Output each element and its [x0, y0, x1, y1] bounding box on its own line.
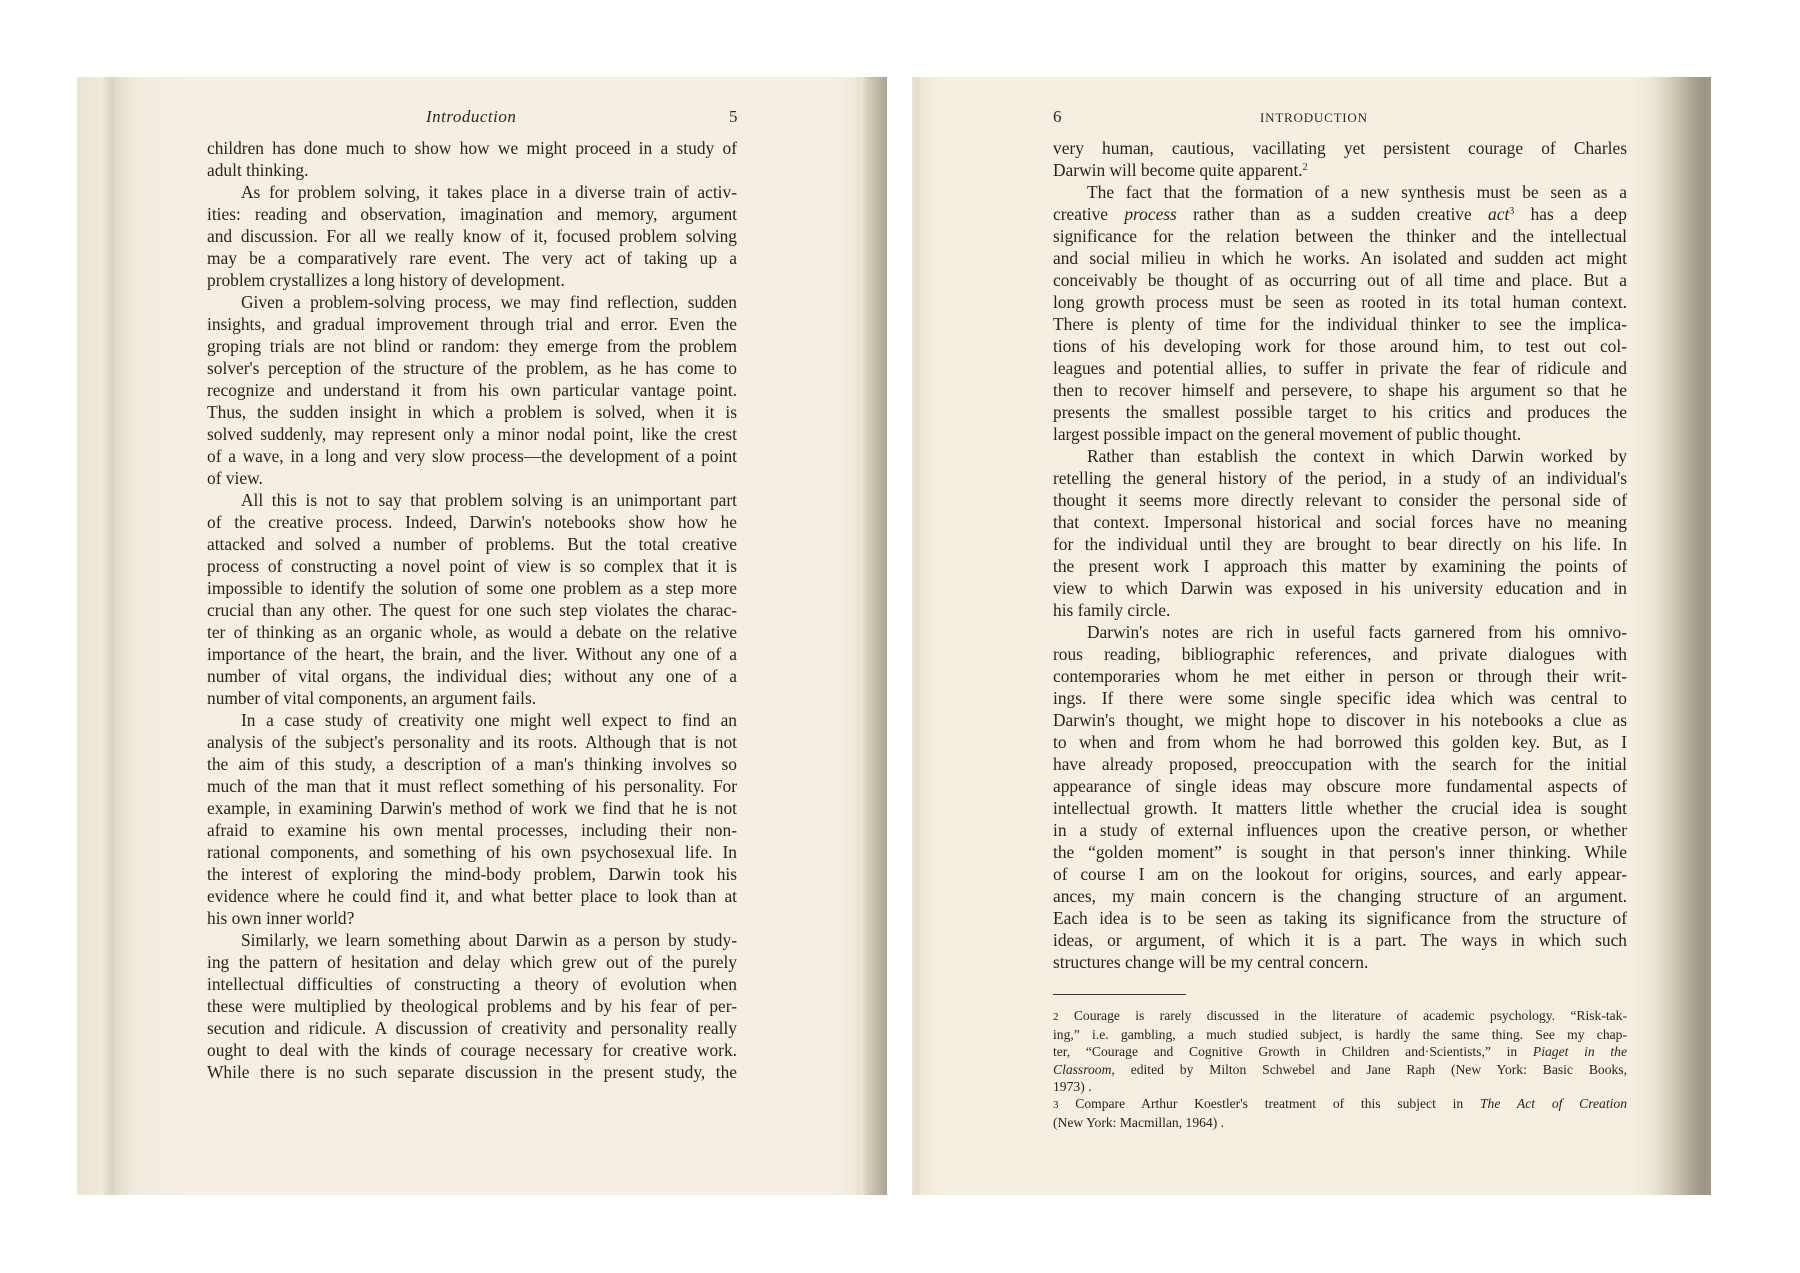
text-segment: Darwin will become quite apparent.: [1053, 160, 1303, 180]
footnotes: [1053, 1007, 1627, 1131]
text-line: have already proposed, preoccupation with the search for the initial: [1053, 754, 1627, 774]
text-line: importance of the heart, the brain, and the liver. Without any one of a: [207, 644, 737, 664]
footnote-2-line: [1053, 1043, 1627, 1060]
text-line: leagues and potential allies, to suffer in private the fear of ridicule and: [1053, 358, 1627, 378]
text-line: tions of his developing work for those around him, to test out col-: [1053, 336, 1627, 356]
text-line: evidence where he could find it, and what better place to look than at: [207, 886, 737, 906]
text-line: of view.: [207, 468, 263, 488]
book-title: Piaget in the: [1532, 1044, 1627, 1060]
text-line: attacked and solved a number of problems. But the total creative: [207, 534, 737, 554]
text-line: All this is not to say that problem solving is an unimportant part: [241, 490, 737, 510]
text-line: rous reading, bibliographic references, and private dialogues with: [1053, 644, 1627, 664]
text-line: long growth process must be seen as rooted in its total human context.: [1053, 292, 1627, 312]
text-segment: has a deep: [1530, 204, 1627, 224]
left-page: [77, 77, 887, 1195]
text-line: in a study of external influences upon the creative person, or whether: [1053, 820, 1627, 840]
text-line: ities: reading and observation, imagination and memory, argument: [207, 204, 737, 224]
text-line: presents the smallest possible target to his critics and produces the: [1053, 402, 1627, 422]
text-line: very human, cautious, vacillating yet persistent courage of Charles: [1053, 138, 1627, 158]
text-line: intellectual growth. It matters little whether the crucial idea is sought: [1053, 798, 1627, 818]
text-line: for the individual until they are brought to bear directly on his life. In: [1053, 534, 1627, 554]
book-title: The Act of Creation: [1480, 1096, 1627, 1112]
footnote-2-line: ing,” i.e. gambling, a much studied subject, is hardly the same thing. See my chap-: [1053, 1027, 1627, 1043]
emphasis-act: act: [1488, 204, 1510, 224]
text-line: that context. Impersonal historical and social forces have no meaning: [1053, 512, 1627, 532]
text-line: The fact that the formation of a new synthesis must be seen as a: [1087, 182, 1627, 202]
text-line: ings. If there were some single specific idea which was central to: [1053, 688, 1627, 708]
text-line: the present work I approach this matter by examining the points of: [1053, 556, 1627, 576]
text-segment: edited by Milton Schwebel and Jane Raph (New York: Basic Books,: [1130, 1061, 1627, 1077]
text-line: problem crystallizes a long history of development.: [207, 270, 565, 290]
text-line: view to which Darwin was exposed in his university education and in: [1053, 578, 1627, 598]
text-line: conceivably be thought of as occurring out of all time and place. But a: [1053, 270, 1627, 290]
text-line: solver's perception of the structure of the problem, as he has come to: [207, 358, 737, 378]
text-line: adult thinking.: [207, 160, 309, 180]
text-line: In a case study of creativity one might well expect to find an: [241, 710, 737, 730]
footnote-2-line: [1053, 1007, 1627, 1026]
text-line: largest possible impact on the general movement of public thought.: [1053, 424, 1522, 444]
text-segment: creative: [1053, 204, 1109, 224]
footnote-ref-3[interactable]: 3: [1509, 206, 1515, 217]
text-line: rational components, and something of his own psychosexual life. In: [207, 842, 737, 862]
right-page-body: [1053, 137, 1627, 973]
text-line: There is plenty of time for the individual thinker to see the implica-: [1053, 314, 1627, 334]
running-head-right: INTRODUCTION: [1260, 110, 1368, 125]
page-number-left: 5: [729, 107, 738, 126]
text-line: solved suddenly, may represent only a minor nodal point, like the crest: [207, 424, 737, 444]
text-line: significance for the relation between the thinker and the intellectual: [1053, 226, 1627, 246]
text-line: secution and ridicule. A discussion of creativity and personality really: [207, 1018, 737, 1038]
text-line: ing the pattern of hesitation and delay which grew out of the purely: [207, 952, 737, 972]
text-line: the interest of exploring the mind-body problem, Darwin took his: [207, 864, 737, 884]
text-line: of the creative process. Indeed, Darwin's notebooks show how he: [207, 512, 737, 532]
text-line: the “golden moment” is sought in that person's inner thinking. While: [1053, 842, 1627, 862]
text-line: [1053, 159, 1627, 181]
text-line: impossible to identify the solution of some one problem as a step more: [207, 578, 737, 598]
text-line: Darwin's notes are rich in useful facts garnered from his omnivo-: [1087, 622, 1627, 642]
text-line: structures change will be my central concern.: [1053, 952, 1369, 972]
right-page: [912, 77, 1711, 1195]
text-line: example, in examining Darwin's method of work we find that he is not: [207, 798, 737, 818]
text-line: his own inner world?: [207, 908, 355, 928]
text-line: of a wave, in a long and very slow process—the development of a point: [207, 446, 737, 466]
footnote-2-line: 1973) .: [1053, 1078, 1092, 1094]
text-line: Given a problem-solving process, we may find reflection, sudden: [241, 292, 737, 312]
text-line: analysis of the subject's personality and its roots. Although that is not: [207, 732, 737, 752]
text-line: retelling the general history of the period, in a study of an individual's: [1053, 468, 1627, 488]
text-line: and social milieu in which he works. An isolated and sudden act might: [1053, 248, 1627, 268]
text-line: and discussion. For all we really know of it, focused problem solving: [207, 226, 737, 246]
book-title: Classroom,: [1053, 1061, 1115, 1077]
text-line: ideas, or argument, of which it is a part. The ways in which such: [1053, 930, 1627, 950]
emphasis-process: process: [1124, 204, 1177, 224]
text-segment: Compare Arthur Koestler's treatment of this subject in: [1075, 1096, 1464, 1112]
text-line: process of constructing a novel point of view is so complex that it is: [207, 556, 737, 576]
footnote-3-mark: 3: [1053, 1099, 1059, 1112]
footnote-2-mark: 2: [1053, 1011, 1059, 1023]
text-line: of course I am on the lookout for origins, sources, and early appear-: [1053, 864, 1627, 884]
text-line: then to recover himself and persevere, to shape his argument so that he: [1053, 380, 1627, 400]
footnote-3-line: (New York: Macmillan, 1964) .: [1053, 1115, 1225, 1131]
text-line: [1053, 203, 1627, 225]
text-line: Similarly, we learn something about Darwin as a person by study-: [241, 930, 737, 950]
footnote-ref-2[interactable]: 2: [1302, 162, 1308, 173]
text-line: appearance of single ideas may obscure more fundamental aspects of: [1053, 776, 1627, 796]
text-line: afraid to examine his own mental processes, including their non-: [207, 820, 737, 840]
text-line: much of the man that it must reflect something of his personality. For: [207, 776, 737, 796]
text-line: insights, and gradual improvement through trial and error. Even the: [207, 314, 737, 334]
running-head-left: Introduction: [426, 107, 517, 126]
text-line: recognize and understand it from his own particular vantage point.: [207, 380, 737, 400]
text-line: Rather than establish the context in which Darwin worked by: [1087, 446, 1627, 466]
footnote-3-line: [1053, 1095, 1627, 1114]
text-line: ought to deal with the kinds of courage necessary for creative work.: [207, 1040, 737, 1060]
text-line: Thus, the sudden insight in which a problem is solved, when it is: [207, 402, 737, 422]
text-segment: rather than as a sudden creative: [1193, 204, 1472, 224]
text-line: the aim of this study, a description of a man's thinking involves so: [207, 754, 737, 774]
text-line: may be a comparatively rare event. The very act of taking up a: [207, 248, 737, 268]
text-line: groping trials are not blind or random: they emerge from the problem: [207, 336, 737, 356]
text-line: While there is no such separate discussion in the present study, the: [207, 1062, 737, 1082]
text-line: crucial than any other. The quest for one such step violates the charac-: [207, 600, 737, 620]
footnote-2-line: [1053, 1061, 1627, 1078]
text-line: number of vital components, an argument fails.: [207, 688, 537, 708]
text-line: these were multiplied by theological problems and by his fear of per-: [207, 996, 737, 1016]
text-line: contemporaries whom he met either in person or through their writ-: [1053, 666, 1627, 686]
page-number-right: 6: [1053, 107, 1062, 126]
text-segment: Courage is rarely discussed in the literature of academic psychology. “Risk-tak-: [1073, 1008, 1627, 1023]
left-page-body: [207, 137, 737, 1083]
text-line: ter of thinking as an organic whole, as would a debate on the relative: [207, 622, 737, 642]
text-segment: ter, “Courage and Cognitive Growth in Children and·Scientists,” in: [1053, 1044, 1518, 1060]
footnote-divider: [1053, 994, 1186, 995]
text-line: children has done much to show how we might proceed in a study of: [207, 138, 737, 158]
text-line: thought it seems more directly relevant to consider the personal side of: [1053, 490, 1627, 510]
text-line: his family circle.: [1053, 600, 1171, 620]
text-line: intellectual difficulties of constructing a theory of evolution when: [207, 974, 737, 994]
text-line: As for problem solving, it takes place in a diverse train of activ-: [241, 182, 737, 202]
text-line: Each idea is to be seen as taking its significance from the structure of: [1053, 908, 1627, 928]
text-line: Darwin's thought, we might hope to discover in his notebooks a clue as: [1053, 710, 1627, 730]
text-line: ances, my main concern is the changing structure of an argument.: [1053, 886, 1627, 906]
text-line: to when and from whom he had borrowed this golden key. But, as I: [1053, 732, 1627, 752]
text-line: number of vital organs, the individual dies; without any one of a: [207, 666, 737, 686]
